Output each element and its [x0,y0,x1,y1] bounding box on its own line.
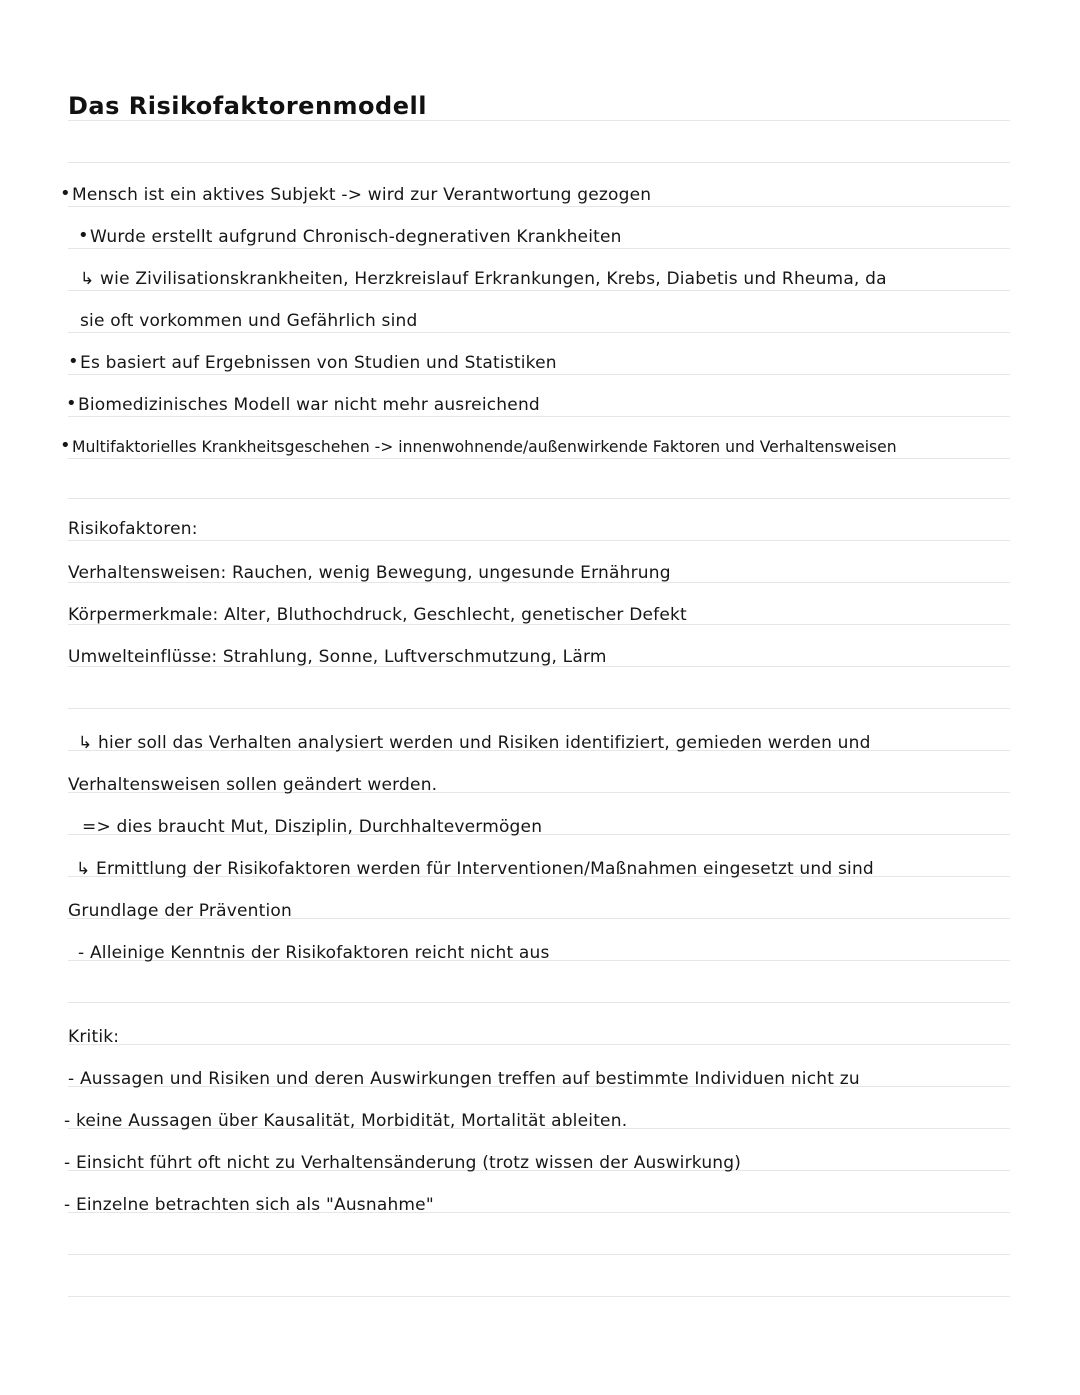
note-line: Umwelteinflüsse: Strahlung, Sonne, Luftverschmutzung, Lärm [68,647,607,667]
note-line: • Wurde erstellt aufgrund Chronisch-degnerativen Krankheiten [90,226,622,248]
note-line: • Multifaktorielles Krankheitsgeschehen -> innenwohnende/außenwirkende Faktoren und Verhaltensweisen [72,436,897,458]
ruled-line [68,458,1010,459]
note-line: - Alleinige Kenntnis der Risikofaktoren reicht nicht aus [78,943,550,963]
ruled-line [68,416,1010,417]
page-title: Das Risikofaktorenmodell [68,92,427,120]
note-line: - keine Aussagen über Kausalität, Morbidität, Mortalität ableiten. [64,1111,628,1131]
ruled-line [68,498,1010,499]
note-line: - Einzelne betrachten sich als "Ausnahme" [64,1195,434,1215]
note-line: Grundlage der Prävention [68,901,292,921]
ruled-line [68,248,1010,249]
note-line: - Aussagen und Risiken und deren Auswirkungen treffen auf bestimmte Individuen nicht zu [68,1069,860,1089]
ruled-line [68,206,1010,207]
note-line: ↳ hier soll das Verhalten analysiert werden und Risiken identifiziert, gemieden werden und [78,733,871,753]
note-line: ↳ Ermittlung der Risikofaktoren werden für Interventionen/Maßnahmen eingesetzt und sind [76,859,874,879]
note-line: Verhaltensweisen: Rauchen, wenig Bewegung, ungesunde Ernährung [68,563,671,583]
section-heading: Risikofaktoren: [68,519,198,539]
ruled-line [68,332,1010,333]
note-line: Körpermerkmale: Alter, Bluthochdruck, Geschlecht, genetischer Defekt [68,605,687,625]
ruled-line [68,120,1010,121]
note-line: • Biomedizinisches Modell war nicht mehr ausreichend [78,394,540,416]
note-line: ↳ wie Zivilisationskrankheiten, Herzkreislauf Erkrankungen, Krebs, Diabetis und Rheuma, da [80,269,887,289]
ruled-line [68,708,1010,709]
note-line: • Mensch ist ein aktives Subjekt -> wird zur Verantwortung gezogen [72,184,651,206]
note-line: • Es basiert auf Ergebnissen von Studien und Statistiken [80,352,557,374]
section-heading: Kritik: [68,1027,120,1047]
ruled-line [68,1296,1010,1297]
ruled-line [68,540,1010,541]
note-line: => dies braucht Mut, Disziplin, Durchhaltevermögen [82,817,543,837]
ruled-line [68,1254,1010,1255]
note-line: - Einsicht führt oft nicht zu Verhaltensänderung (trotz wissen der Auswirkung) [64,1153,742,1173]
ruled-line [68,374,1010,375]
ruled-line [68,1044,1010,1045]
note-line: sie oft vorkommen und Gefährlich sind [80,311,418,331]
ruled-line [68,290,1010,291]
ruled-line [68,162,1010,163]
note-line: Verhaltensweisen sollen geändert werden. [68,775,438,795]
ruled-line [68,1002,1010,1003]
